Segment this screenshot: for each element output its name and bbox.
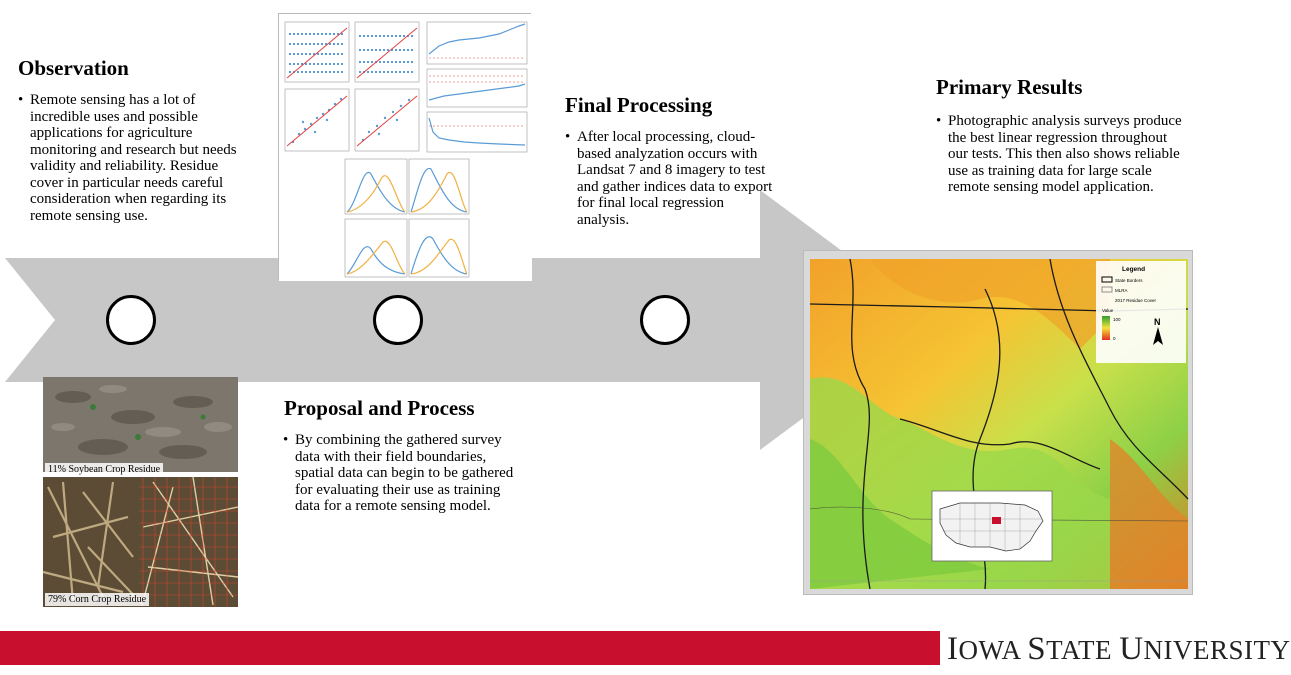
logo-letter-i: I [947,631,959,667]
soybean-residue-caption: 11% Soybean Crop Residue [45,463,163,476]
logo-owa: OWA [958,635,1028,665]
milestone-circle-1 [106,295,156,345]
bullet-dot: • [936,113,942,129]
bullet-dot: • [565,129,571,145]
observation-heading: Observation [18,56,129,80]
primary-results-text [936,113,1188,196]
logo-tate: TATE [1046,635,1120,665]
final-processing-heading: Final Processing [565,93,713,117]
proposal-body: By combining the gathered survey data with their field boundaries, spatial data can begin to be gathered for evaluating their use as training data for a remote sensing model. [295,432,514,514]
regression-plots-figure [278,13,531,280]
iowa-state-logo [947,628,1291,670]
footer-red-bar [0,631,940,665]
map-legend-title: Legend [1122,266,1146,273]
primary-results-body: Photographic analysis surveys produce the best linear regression throughout our tests. This then also shows reliable use as training data for large scale remote sensing model application. [948,113,1182,195]
map-legend-value-low: 0 [1113,336,1116,341]
map-legend-item-mlra: MLRA [1115,288,1128,293]
soybean-residue-image [43,377,238,472]
final-processing-text [565,129,775,228]
bullet-dot: • [283,432,289,448]
primary-results-heading: Primary Results [936,75,1083,99]
observation-text [18,92,250,224]
crop-residue-photo [43,377,238,607]
corn-residue-image [43,477,238,607]
proposal-text [283,432,517,515]
milestone-circle-2 [373,295,423,345]
map-legend-value-label: Value [1102,308,1114,313]
logo-letter-u: U [1119,631,1144,667]
map-legend-item-residue: 2017 Residue Cover [1115,298,1157,303]
corn-residue-caption: 79% Corn Crop Residue [45,593,149,606]
observation-body: Remote sensing has a lot of incredible uses and possible applications for agriculture monitoring and research but needs validity and reliability. Residue cover in particular needs careful consideration when regarding its remote sensing use. [30,92,237,224]
logo-letter-s: S [1027,631,1047,667]
milestone-circle-3 [640,295,690,345]
map-legend-value-high: 100 [1113,317,1121,322]
logo-niversity: NIVERSITY [1143,635,1291,665]
final-processing-body: After local processing, cloud-based analyzation occurs with Landsat 7 and 8 imagery to test and gather indices data to export for final local regression analysis. [577,129,773,228]
north-label: N [1154,317,1161,327]
bullet-dot: • [18,92,24,108]
regression-plots [279,14,532,281]
residue-cover-map [803,250,1193,595]
iowa-highlight [992,517,1001,524]
proposal-heading: Proposal and Process [284,396,475,420]
map-canvas [810,259,1188,589]
map-legend-item-state: State Borders [1115,278,1143,283]
